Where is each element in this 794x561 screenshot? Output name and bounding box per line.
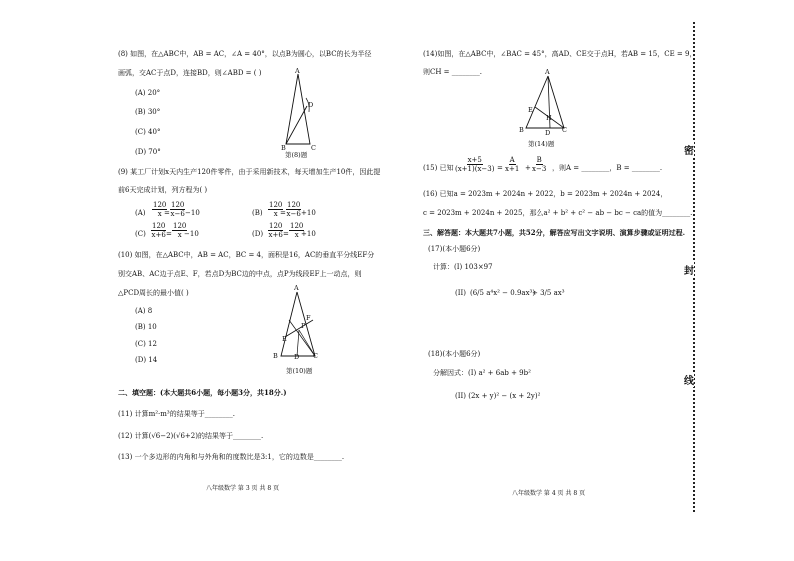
q8-line2: 画弧，交AC于点D，连接BD，则∠ABD = ( ) [118, 69, 262, 77]
q10-label-p: P [301, 322, 306, 330]
q8-label-c: C [311, 144, 316, 152]
q14-label-b: B [519, 126, 524, 134]
fraction: $\frac{B}{x-3}$ [532, 156, 547, 173]
q8-label-b: B [281, 144, 286, 152]
q10-option-b: (B) 10 [135, 323, 157, 331]
q10-option-a: (A) 8 [135, 307, 153, 315]
q13: (13) 一个多边形的内角和与外角和的度数比是3:1，它的边数是________. [118, 453, 345, 461]
fraction: $\frac{120}{x-6}$ [170, 201, 185, 218]
q14-label-c: C [562, 126, 567, 134]
q18-part1: 分解因式：(I) a² + 6ab + 9b² [433, 369, 531, 377]
fraction: $\frac{120}{x}$ [269, 201, 283, 218]
q18-head: (18)(本小题6分) [428, 350, 481, 358]
q8-line1: (8) 如图，在△ABC中，AB = AC，∠A = 40°，以点B为圆心，以BC的长为半径 [118, 50, 372, 58]
q8-option-d: (D) 70° [135, 148, 161, 156]
q10-line3: △PCD周长的最小值( ) [118, 289, 189, 297]
q10-label-b: B [273, 352, 278, 360]
section-3-heading: 三、解答题：本大题共7小题，共52分，解答应写出文字说明、演算步骤或证明过程. [423, 228, 686, 237]
fraction: $\frac{120}{x}$ [173, 222, 187, 239]
q17-head: (17)(本小题6分) [428, 245, 481, 253]
q9-line1: (9) 某工厂计划x天内生产120件零件，由于采用新技术，每天增加生产10件，因此提 [118, 168, 381, 176]
exam-page: (8) 如图，在△ABC中，AB = AC，∠A = 40°，以点B为圆心，以BC的长为半径 画弧，交AC于点D，连接BD，则∠ABD = ( ) (A) 20° (B) 30° (C) 40° (D) 70° A D B C 第(8)题 (9) 某工厂计划x天内生产120件零件，由于采用新技术，每天增加生产10件，因此提 前6天完成计划，列方程为( ) (A) $\frac{120}{x}$ = $\frac{120}{x-6}$ −10 (B) $\frac{120}{x}$ = $\frac{120}{x-6}$ +10 (C) $\frac{120}{x+6}$ = $\frac{120}{x}$ −10 (D) $\frac{120}{x+6}$ = $\frac{120}{x}$ +10 (10) 如图，在△ABC中，AB = AC，BC = 4，面积是16，AC的垂直平分线EF分 别交AB、AC边于点E、F，若点D为BC边的中点，点P为线段EF上一动点，则 △PCD周长的最小值( ) (A) 8 (B) 10 (C) 12 (D) 14 A F P E B D C 第(10)题 二、填空题：(本大题共6小题，每小题3分，共18分.) (11) 计算m²·m³的结果等于________. (12) 计算(√6−2)(√6+2)的结果等于________. (13) 一个多边形的内角和与外角和的度数比是3:1，它的边数是________. 八年级数学 第 3 页 共 8 页 (14)如图，在△ABC中，∠BAC = 45°，高AD、CE交于点H，若AB = 15，CE = 9， 则CH = ________. A E H B D C 第(14)题 (15) 已知 $\frac{x+5}{(x+1)(x-3)}$ = $\frac{A}{x+1}$ + $\frac{B}{x-3}$ ，则A = ________，B = ________. (16) 已知a = 2023m + 2024n + 2022，b = 2023m + 2024n + 2024， c = 2023m + 2024n + 2025，那么a² + b² + c² − ab − bc − ca的值为________. 三、解答题：本大题共7小题，共52分，解答应写出文字说明、演算步骤或证明过程. (17)(本小题6分) 计算：(I) 103×97 (II) (6/5 a⁴x² − 0.9ax³) ÷ 3/5 ax³ (18)(本小题6分) 分解因式：(I) a² + 6ab + 9b² (II) (2x + y)² − (x + 2y)² 八年级数学 第 4 页 共 8 页 密 封 线 [0, 0, 794, 561]
fraction: $\frac{120}{x+6}$ [151, 222, 166, 239]
right-footer: 八年级数学 第 4 页 共 8 页 [512, 490, 586, 497]
q8-label-a: A [295, 67, 300, 75]
q10-label-c: C [313, 352, 318, 360]
q14-label-d: D [545, 129, 551, 137]
q11: (11) 计算m²·m³的结果等于________. [118, 410, 235, 418]
q10-label-a: A [294, 284, 299, 292]
q10-line2: 别交AB、AC边于点E、F，若点D为BC边的中点，点P为线段EF上一动点，则 [118, 270, 362, 278]
q14-line1: (14)如图，在△ABC中，∠BAC = 45°，高AD、CE交于点H，若AB = 15，CE = 9， [423, 50, 697, 58]
q8-option-c: (C) 40° [135, 128, 161, 136]
q18-part2: (II) (2x + y)² − (x + 2y)² [455, 392, 541, 400]
q9-line2: 前6天完成计划，列方程为( ) [118, 186, 208, 194]
q14-label-a: A [545, 68, 550, 76]
q10-figure [275, 290, 325, 360]
fraction: $\frac{120}{x}$ [153, 201, 167, 218]
seal-char-xian: 线 [684, 372, 694, 387]
left-footer: 八年级数学 第 3 页 共 8 页 [206, 485, 280, 492]
q8-option-b: (B) 30° [135, 108, 161, 116]
q8-option-a: (A) 20° [135, 89, 161, 97]
q10-option-c: (C) 12 [135, 340, 157, 348]
section-2-heading: 二、填空题：(本大题共6小题，每小题3分，共18分.) [118, 388, 287, 397]
q10-option-d: (D) 14 [135, 356, 158, 364]
fraction: $\frac{x+5}{(x+1)(x-3)}$ [455, 156, 495, 173]
q17-part1: 计算：(I) 103×97 [433, 263, 493, 271]
fraction: $\frac{120}{x+6}$ [268, 222, 283, 239]
q16-line2: c = 2023m + 2024n + 2025，那么a² + b² + c² − ab − bc − ca的值为________. [423, 209, 693, 217]
q14-label-h: H [546, 114, 552, 122]
q10-line1: (10) 如图，在△ABC中，AB = AC，BC = 4，面积是16，AC的垂直平分线EF分 [118, 251, 375, 259]
q12: (12) 计算(√6−2)(√6+2)的结果等于________. [118, 432, 264, 440]
fraction: $\frac{A}{x+1}$ [505, 156, 520, 173]
q8-label-d: D [308, 101, 314, 109]
seal-char-mi: 密 [684, 142, 694, 157]
fraction: $\frac{120}{x-6}$ [286, 201, 301, 218]
q14-caption: 第(14)题 [528, 140, 555, 148]
q10-caption: 第(10)题 [286, 367, 313, 375]
q8-caption: 第(8)题 [285, 151, 308, 159]
q14-label-e: E [528, 106, 533, 114]
q10-label-e: E [282, 335, 287, 343]
q8-figure [280, 70, 330, 150]
q10-label-f: F [306, 314, 311, 322]
fraction: $\frac{120}{x}$ [290, 222, 304, 239]
q16-line1: (16) 已知a = 2023m + 2024n + 2022，b = 2023m + 2024n + 2024， [423, 190, 668, 198]
q14-line2: 则CH = ________. [423, 68, 483, 76]
q14-figure [520, 74, 570, 134]
q10-label-d: D [294, 353, 300, 361]
seal-char-feng: 封 [684, 262, 694, 277]
